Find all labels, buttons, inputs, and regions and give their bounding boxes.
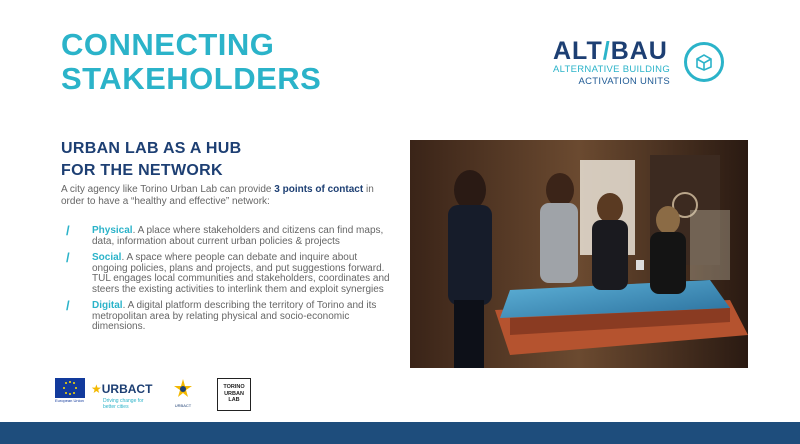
intro-paragraph: A city agency like Torino Urban Lab can provide 3 points of contact in order to have a “healthy and effective” network:: [61, 184, 374, 207]
urbact-badge-logo: [170, 378, 196, 408]
slash-marker-icon: /: [66, 250, 70, 265]
point-name: Social: [92, 252, 122, 263]
point-text: . A place where stakeholders and citizens can find maps, data, information about current urban policies & projects: [92, 225, 384, 247]
point-text: . A digital platform describing the territory of Torino and its metropolitan area by relating physical and socio-economic dimensions.: [92, 300, 377, 332]
brand-sub-line-1: ALTERNATIVE BUILDING: [553, 64, 671, 75]
eu-flag-icon: [55, 378, 85, 398]
point-name: Physical: [92, 225, 133, 236]
eu-logo: [55, 378, 85, 406]
urbact-tagline-2: better cities: [103, 404, 129, 410]
title-line-1: CONNECTING: [61, 27, 275, 62]
heading-line-2: FOR THE NETWORK: [61, 162, 223, 179]
urbact-badge-caption: URBACT: [174, 403, 192, 408]
urbact-badge-icon: [173, 378, 193, 398]
list-item-digital: [61, 298, 391, 333]
footer-bar: [0, 422, 800, 444]
altbau-emblem-icon: [684, 42, 724, 82]
brand-slash: /: [602, 37, 611, 65]
torino-urban-lab-logo: TORINO URBAN LAB: [217, 378, 251, 411]
point-name: Digital: [92, 300, 123, 311]
urbact-logo: [91, 380, 152, 410]
slide-title: [61, 28, 321, 96]
brand-word-left: ALT: [553, 37, 603, 65]
points-list: [61, 223, 391, 339]
heading-line-1: URBAN LAB AS A HUB: [61, 140, 242, 157]
eu-caption: European Union: [55, 398, 84, 403]
slash-marker-icon: /: [66, 298, 70, 313]
intro-bold: 3 points of contact: [274, 184, 364, 195]
altbau-logo: [553, 38, 670, 88]
brand-sub-line-2: ACTIVATION UNITS: [578, 76, 671, 87]
brand-word-right: BAU: [610, 37, 668, 65]
urbact-name: URBACT: [101, 382, 153, 396]
list-item-social: [61, 250, 391, 295]
section-heading: [61, 138, 242, 182]
title-line-2: STAKEHOLDERS: [61, 61, 322, 96]
urban-lab-photo: [410, 140, 748, 368]
star-icon: ★: [91, 382, 102, 396]
urbact-tagline-1: Driving change for: [103, 398, 144, 404]
slash-marker-icon: /: [66, 223, 70, 238]
point-text: . A space where people can debate and inquire about ongoing policies, plans and projects, and put suggestions forward. TUL engages local communities and stakeholders, coordinates and steers the existing activities to interlink them and exploit synergies: [92, 252, 390, 295]
list-item-physical: [61, 223, 391, 247]
